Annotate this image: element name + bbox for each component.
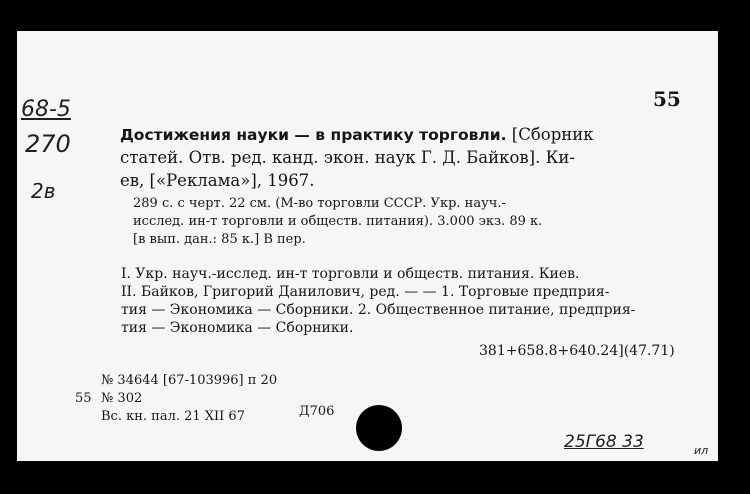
footer-code: Д706 (299, 404, 335, 419)
title-line-3 (120, 173, 315, 190)
handwritten-inventory: 25Г68 33 (564, 432, 644, 452)
title-line-2 (120, 150, 575, 167)
tracing-line-3: тия — Экономика — Сборники. 2. Общественное питание, предприя- (121, 302, 636, 318)
handwritten-mark-number: 270 (25, 130, 71, 158)
page-number: 55 (653, 87, 681, 111)
title-rest: [Сборник (506, 125, 594, 144)
punch-hole (356, 405, 402, 451)
classification-number: 381+658.8+640.24](47.71) (479, 343, 675, 359)
title-rest: ев, [«Реклама»], 1967. (120, 171, 315, 190)
tracing-line-4: тия — Экономика — Сборники. (121, 320, 354, 336)
handwritten-corner-mark: ил (694, 444, 709, 457)
tracing-line-1: I. Укр. науч.-исслед. ин-т торговли и обществ. питания. Киев. (121, 266, 580, 282)
footer-line-1: № 34644 [67-103996] п 20 (101, 373, 278, 388)
catalog-card (17, 31, 718, 461)
collation-line-2: исслед. ин-т торговли и обществ. питания). 3.000 экз. 89 к. (133, 214, 543, 229)
tracing-line-2: II. Байков, Григорий Данилович, ред. — — 1. Торговые предприя- (121, 284, 610, 300)
handwritten-mark-side: 2в (31, 179, 56, 203)
footer-line-2: № 302 (101, 391, 143, 406)
handwritten-mark-top: 68-5 (21, 97, 71, 122)
collation-line-3: [в вып. дан.: 85 к.] В пер. (133, 232, 306, 247)
footer-line-3: Вс. кн. пал. 21 XII 67 (101, 409, 245, 424)
title-bold: Достижения науки — в практику торговли. (120, 126, 507, 144)
collation-line-1: 289 с. с черт. 22 см. (М-во торговли СССР. Укр. науч.- (133, 196, 506, 211)
title-line-1 (120, 127, 594, 144)
footer-line-2-prefix: 55 (75, 391, 92, 406)
title-rest: статей. Отв. ред. канд. экон. наук Г. Д. Байков]. Ки- (120, 148, 575, 167)
